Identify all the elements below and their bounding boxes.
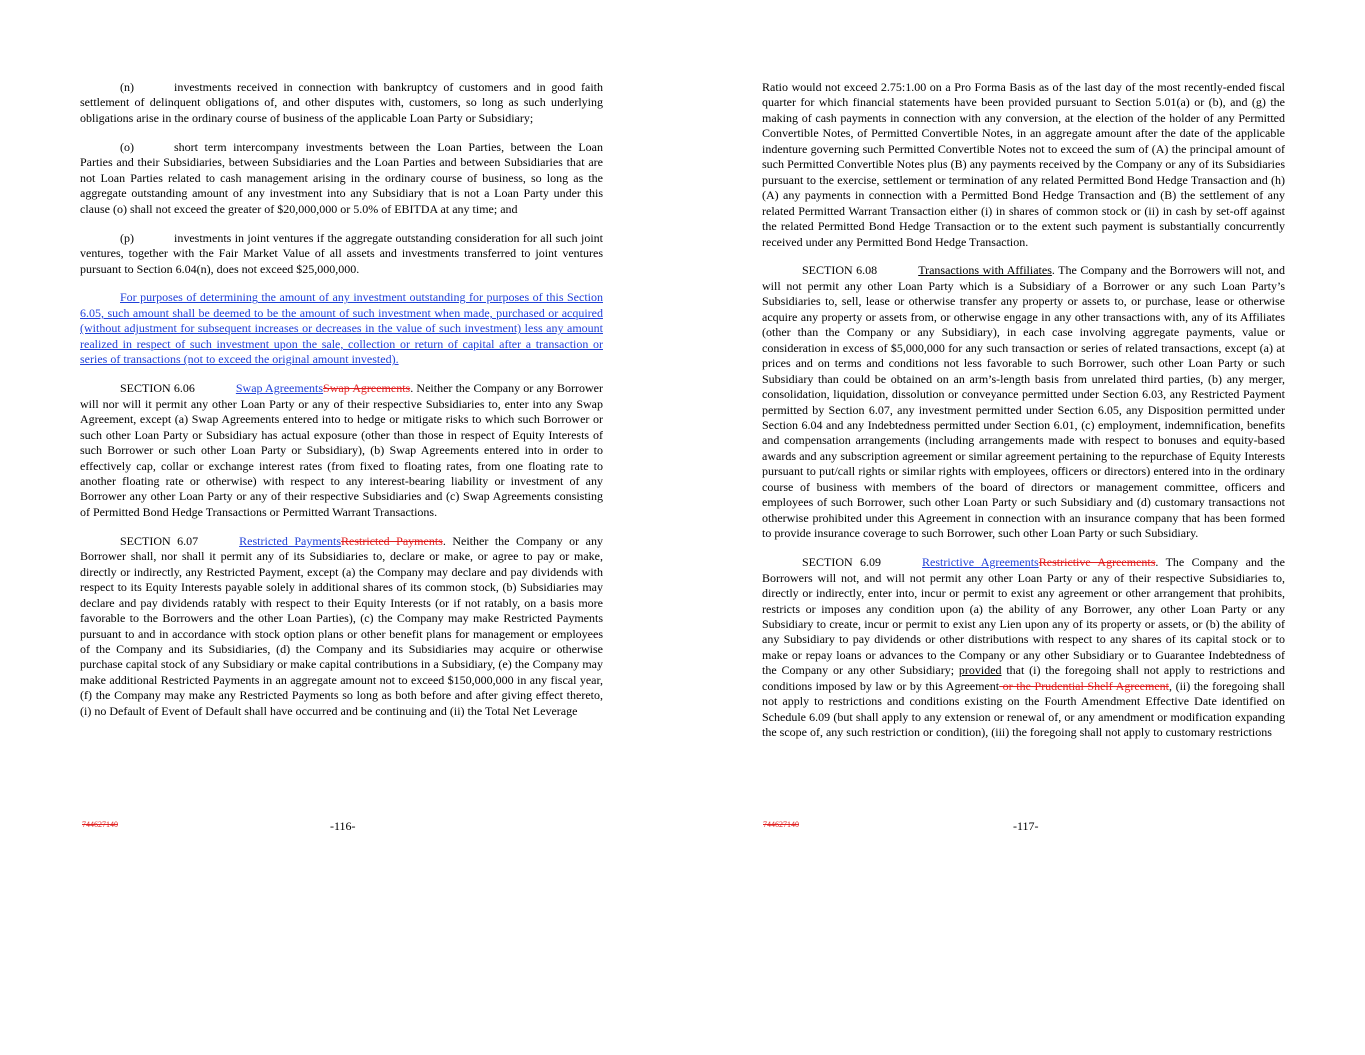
section-text: . Neither the Company or any Borrower shall, nor shall it permit any of its Subsidiaries to, declare or make, or agree to pay or make, directly or indirectly, any Restricted Payment, except (a) the Company may declare and pay dividends with respect to its Equity Interests payable solely in additional shares of its common stock, (b) Subsidiaries may declare and pay dividends ratably with respect to their Equity Interests (or if not ratably, on a basis more favorable to the Borrowers and the other Loan Parties), (c) the Company may make Restricted Payments pursuant to and in accordance with stock option plans or other benefit plans for management or employees of the Company and its Subsidiaries, (d) the Company and its Subsidiaries may acquire or otherwise purchase capital stock of any Subsidiary or make capital contributions in a Subsidiary, (e) the Company may make additional Restricted Payments in an aggregate amount not to exceed $150,000,000 in any fiscal year, (f) the Company may make any Restricted Payments so long as both before and after giving effect thereto, (i) no Default of Event of Default shall have occurred and be continuing and (ii) the Total Net Leverage (80, 533, 603, 718)
clause-text-o: short term intercompany investments between the Loan Parties, between the Loan Parties and their Subsidiaries, between Subsidiaries and the Loan Parties and between Subsidiaries that are not Loan Parties related to cash management arising in the ordinary course of business, so long as the aggregate outstanding amount of any investment into any Subsidiary that is not a Loan Party under this clause (o) shall not exceed the greater of $20,000,000 or 5.0% of EBITDA at any time; and (80, 139, 603, 216)
section-6-06 (80, 381, 603, 520)
section-title-inserted: Restrictive Agreements (922, 555, 1039, 570)
section-text-part-a: . The Company and the Borrowers will not, and will not permit any other Loan Party or any of their respective Subsidiaries to, directly or indirectly, enter into, incur or permit to exist any agreement or other arrangement that prohibits, restricts or imposes any condition upon (a) the ability of any Borrower, any other Loan Party or any Subsidiary to create, incur or permit to exist any Lien upon any of its property or assets, or (b) the ability of any Subsidiary to pay dividends or other distributions with respect to any shares of its capital stock or to make or repay loans or advances to the Company or any other Subsidiary or to Guarantee Indebtedness of the Company or any other Subsidiary; (762, 555, 1286, 678)
section-text: . Neither the Company or any Borrower will nor will it permit any other Loan Party or any of their respective Subsidiaries to, enter into any Swap Agreement, except (a) Swap Agreements entered into to hedge or mitigate risks to which such Borrower or such other Loan Party or Subsidiary has actual exposure (other than those in respect of Equity Interests of such Borrower or such other Loan Party or Subsidiary), (b) Swap Agreements entered into in order to effectively cap, collar or exchange interest rates (from fixed to floating rates, from one floating rate to another floating rate or otherwise) with respect to any interest-bearing liability or investment of any Borrower any other Loan Party or any of their respective Subsidiaries and (c) Swap Agreements consisting of Permitted Bond Hedge Transactions or Permitted Warrant Transactions. (80, 381, 604, 519)
clause-label-n: (n) (120, 80, 134, 94)
footer-document-id: 744627140 (763, 820, 799, 829)
inserted-text: For purposes of determining the amount of any investment outstanding for purposes of this Section 6.05, such amount shall be deemed to be the amount of such investment when made, purchased or acquired (without adjustment for subsequent increases or decreases in the value of such investment) less any amount realized in respect of such investment upon the sale, collection or return of capital after a transaction or series of transactions (not to exceed the original amount invested). (80, 290, 603, 367)
paragraph-p (80, 231, 603, 277)
section-title-deleted: Swap Agreements (323, 381, 411, 396)
section-number: SECTION 6.06 (120, 381, 195, 396)
page-116-body (80, 80, 603, 733)
section-6-08 (762, 263, 1285, 541)
clause-text-p: investments in joint ventures if the aggregate outstanding consideration for all such joint ventures, together with the Fair Market Value of all assets and investments transferred to joint ventures pursuant to Section 6.04(n), does not exceed $25,000,000. (80, 230, 603, 276)
section-number: SECTION 6.07 (120, 533, 199, 548)
page-117-body (762, 80, 1285, 754)
section-text: . The Company and the Borrowers will not, and will not permit any other Loan Party which is a Subsidiary of a Borrower or any such Loan Party’s Subsidiaries to, sell, lease or otherwise transfer any property or assets to, or purchase, lease or otherwise acquire any property or assets from, or otherwise engage in any other transactions with, any of its Affiliates (other than the Company or any Subsidiary), in each case involving aggregate payments, value or consideration in excess of $5,000,000 for any such transaction or series of related transactions, except (a) at prices and on terms and conditions not less favorable to such Borrower, such other Loan Party or such Subsidiary than could be obtained on an arm’s-length basis from unrelated third parties, (b) any merger, consolidation, liquidation, dissolution or conveyance permitted under Section 6.03, any Restricted Payment permitted by Section 6.07, any investment permitted under Section 6.05, any Disposition permitted under Section 6.04 and any Indebtedness permitted under Section 6.01, (c) employment, indemnification, benefits and compensation arrangements (including arrangements made with respect to bonuses and equity-based awards and any subscription agreement or similar agreement pertaining to the repurchase of Equity Interests pursuant to put/call rights or similar rights with employees, officers or directors) entered into in the ordinary course of business with members of the board of directors or management committee, officers and employees of such Borrower, such other Loan Party or such Subsidiary and (d) customary transactions not otherwise prohibited under this Agreement in connection with an insurance company that has been formed to provide insurance coverage to such Borrower, such other Loan Party or such Subsidiary. (762, 263, 1286, 541)
clause-label-o: (o) (120, 139, 134, 154)
section-6-09 (762, 555, 1285, 740)
page-number: -117- (1013, 819, 1039, 833)
provided-term: provided (958, 663, 1002, 678)
section-number: SECTION 6.08 (802, 263, 878, 278)
clause-label-p: (p) (120, 230, 134, 245)
section-text-part-c: , (ii) the foregoing shall not apply to restrictions and conditions existing on the Fourth Amendment Effective Date identified on Schedule 6.09 (but shall apply to any extension or renewal of, or any amendment or modification expanding the scope of, any such restriction or condition), (iii) the foregoing shall not apply to customary restrictions (762, 678, 1285, 740)
page-116 (0, 0, 682, 1055)
section-title-deleted: Restricted Payments (341, 533, 443, 548)
section-title-inserted: Swap Agreements (235, 381, 324, 396)
paragraph-o (80, 140, 603, 217)
section-title-inserted: Restricted Payments (239, 533, 341, 548)
paragraph-n (80, 80, 603, 126)
inserted-paragraph (80, 290, 603, 367)
footer-document-id: 744627140 (82, 820, 118, 829)
deleted-clause: or the Prudential Shelf Agreement (999, 678, 1169, 693)
section-6-07 (80, 534, 603, 719)
continuation-paragraph: Ratio would not exceed 2.75:1.00 on a Pro Forma Basis as of the last day of the most recently-ended fiscal quarter for which financial statements have been provided pursuant to Section 5.01(a) or (b), and (g) the making of cash payments in connection with any conversion, at the election of the holder of any Permitted Convertible Notes, of Permitted Convertible Notes, in an aggregate amount after the date of the applicable indenture governing such Permitted Convertible Notes not to exceed the sum of (A) the principal amount of such Permitted Convertible Notes plus (B) any payments received by the Company or any of its Subsidiaries pursuant to the exercise, settlement or termination of any related Permitted Bond Hedge Transaction and (h) (A) any payments in connection with a Permitted Bond Hedge Transaction and (B) the settlement of any related Permitted Warrant Transaction either (i) in shares of common stock or (ii) in cash by set-off against the related Permitted Bond Hedge Transaction or to the extent such payment is substantially concurrently received under any Permitted Bond Hedge Transaction. (762, 80, 1285, 249)
section-text-part-b: that (i) the foregoing shall not apply to restrictions and conditions imposed by law or by this Agreement (762, 663, 1285, 693)
section-title: Transactions with Affiliates (918, 263, 1052, 278)
page-number: -116- (330, 819, 356, 833)
page-117 (683, 0, 1365, 1055)
section-title-deleted: Restrictive Agreements (1038, 555, 1156, 570)
section-number: SECTION 6.09 (802, 555, 882, 570)
clause-text-n: investments received in connection with bankruptcy of customers and in good faith settlement of delinquent obligations of, and other disputes with, customers, so long as such underlying obligations arise in the ordinary course of business of the applicable Loan Party or Subsidiary; (80, 80, 603, 125)
